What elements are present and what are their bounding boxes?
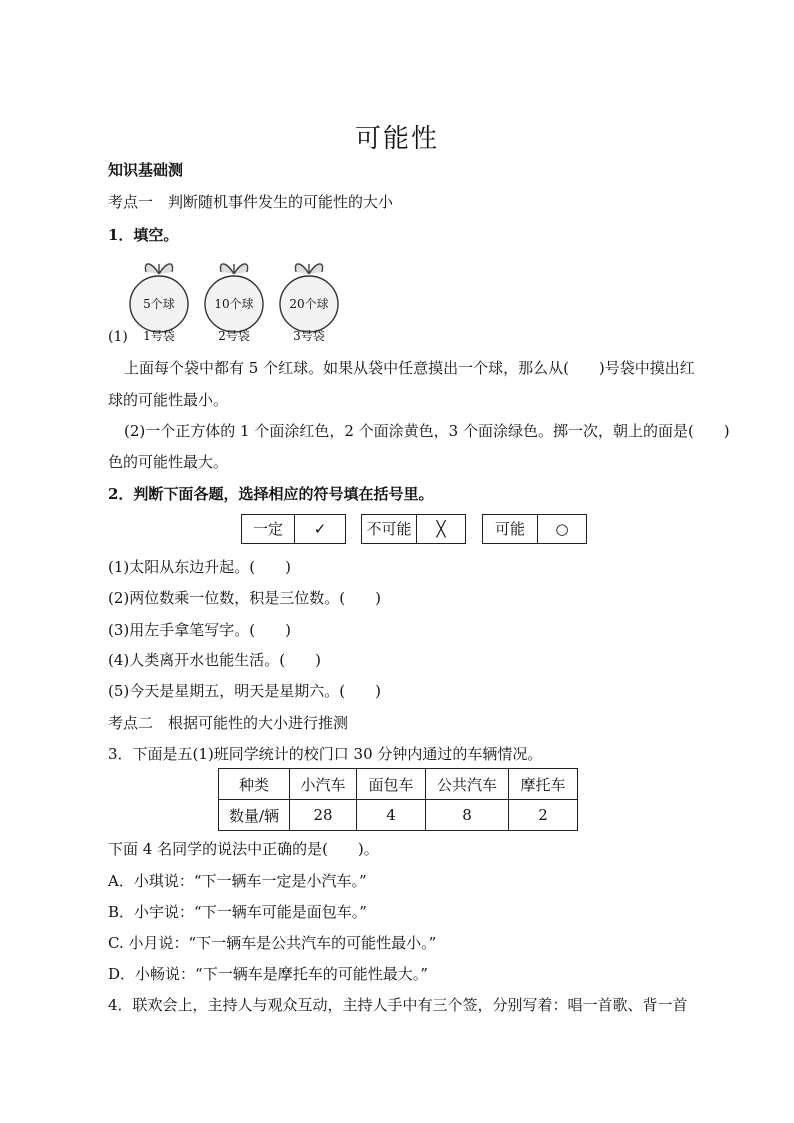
q2-item-1: (1)太阳从东边升起。( ) — [108, 558, 291, 576]
q3-option-b: B．小宇说：“下一辆车可能是面包车。” — [108, 903, 367, 921]
question-1-title: 1．填空。 — [108, 226, 179, 244]
bag-3 — [278, 254, 340, 344]
question-4-line1: 4．联欢会上，主持人与观众互动，主持人手中有三个签，分别写着：唱一首歌、背一首 — [108, 996, 688, 1014]
table-header-cell: 面包车 — [357, 769, 426, 800]
table-header-cell: 摩托车 — [509, 769, 578, 800]
q3-option-c: C. 小月说：“下一辆车是公共汽车的可能性最小。” — [108, 934, 437, 952]
bag-label: 2号袋 — [218, 329, 250, 343]
q2-item-3: (3)用左手拿笔写字。( ) — [108, 621, 291, 639]
bags-illustration — [128, 254, 340, 344]
q2-item-5: (5)今天是星期五，明天是星期六。( ) — [108, 682, 381, 700]
table-cell: 8 — [426, 800, 509, 831]
table-cell: 28 — [290, 800, 357, 831]
legend-label: 不可能 — [362, 515, 417, 543]
section-heading: 知识基础测 — [108, 161, 184, 179]
q2-item-2: (2)两位数乘一位数，积是三位数。( ) — [108, 589, 381, 607]
page-title: 可能性 — [354, 124, 439, 154]
table-header-cell: 公共汽车 — [426, 769, 509, 800]
bag-label: 3号袋 — [293, 329, 325, 343]
bag-2 — [203, 254, 265, 344]
legend-label: 可能 — [483, 515, 538, 543]
bag-label: 1号袋 — [143, 329, 175, 343]
q1-sub1-line2: 球的可能性最小。 — [108, 391, 229, 409]
table-cell: 数量/辆 — [219, 800, 290, 831]
question-3-title: 3．下面是五(1)班同学统计的校门口 30 分钟内通过的车辆情况。 — [108, 745, 543, 763]
kaodian-1-heading: 考点一 判断随机事件发生的可能性的大小 — [108, 193, 394, 211]
bag-count: 5个球 — [143, 297, 175, 311]
legend-certain — [241, 514, 346, 544]
q3-option-a: A．小琪说：“下一辆车一定是小汽车。” — [108, 872, 367, 890]
cross-icon: ╳ — [436, 520, 446, 538]
bag-count: 10个球 — [214, 297, 254, 311]
check-icon: ✓ — [313, 520, 327, 538]
bag-1 — [128, 254, 190, 344]
q3-option-d: D．小畅说：“下一辆车是摩托车的可能性最大。” — [108, 965, 428, 983]
sub-question-number: (1) — [108, 329, 128, 345]
q1-sub2-line2: 色的可能性最大。 — [108, 453, 229, 471]
q1-sub2-line1: (2)一个正方体的 1 个面涂红色，2 个面涂黄色，3 个面涂绿色。掷一次，朝上的面是( ) — [124, 422, 730, 440]
kaodian-2-heading: 考点二 根据可能性的大小进行推测 — [108, 714, 349, 732]
legend-impossible — [361, 514, 466, 544]
q1-sub1-line1: 上面每个袋中都有 5 个红球。如果从袋中任意摸出一个球，那么从( )号袋中摸出红 — [124, 359, 695, 377]
legend-possible — [482, 514, 587, 544]
table-header-cell: 种类 — [219, 769, 290, 800]
table-row — [219, 800, 578, 831]
question-2-title: 2．判断下面各题，选择相应的符号填在括号里。 — [108, 485, 434, 503]
table-header-cell: 小汽车 — [290, 769, 357, 800]
vehicle-table — [218, 768, 578, 831]
table-header-row — [219, 769, 578, 800]
table-cell: 4 — [357, 800, 426, 831]
q2-item-4: (4)人类离开水也能生活。( ) — [108, 651, 321, 669]
table-cell: 2 — [509, 800, 578, 831]
legend-label: 一定 — [242, 515, 295, 543]
circle-icon: ○ — [555, 520, 569, 538]
q3-prompt: 下面 4 名同学的说法中正确的是( )。 — [108, 840, 379, 858]
bag-count: 20个球 — [289, 297, 329, 311]
